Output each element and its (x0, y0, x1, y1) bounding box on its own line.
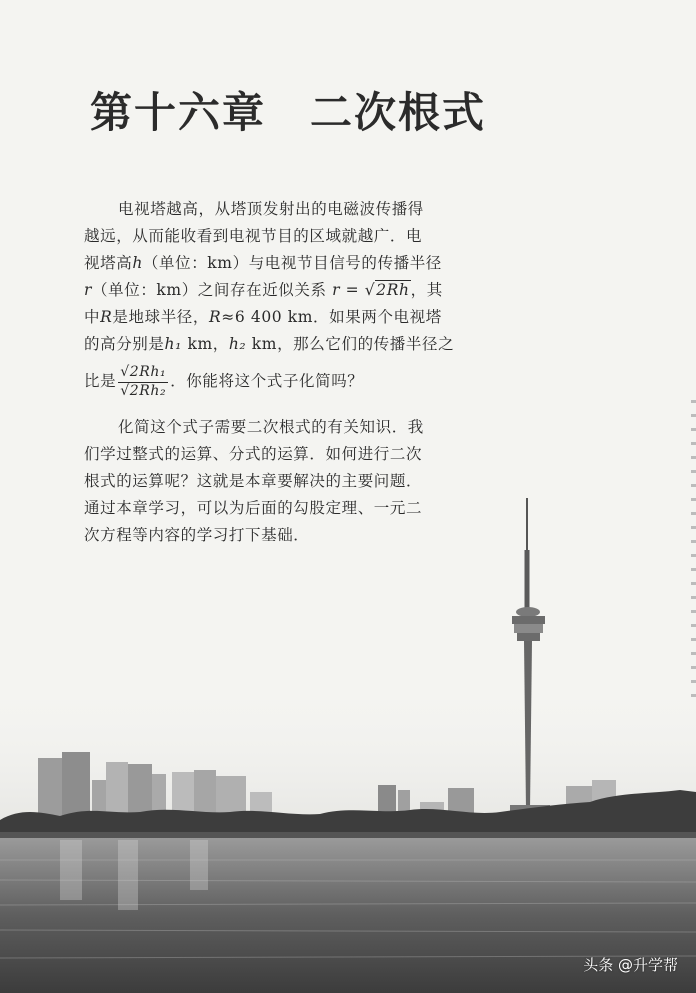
chapter-title: 第十六章 二次根式 (90, 88, 487, 137)
p2-line-2: 们学过整式的运算、分式的运算．如何进行二次 (84, 445, 423, 463)
p1-line-6b: km， (181, 335, 229, 353)
fraction-denominator: √2Rh₂ (120, 382, 167, 399)
p1-line-5b: 是地球半径， (112, 308, 209, 326)
p2-line-4: 通过本章学习，可以为后面的勾股定理、一元二 (84, 499, 423, 517)
p1-line-7a: 比是 (84, 372, 117, 390)
p1-line-3b: （单位：km）与电视节目信号的传播半径 (142, 254, 442, 272)
p1-line-5a: 中 (84, 308, 101, 326)
p1-line-3a: 视塔高 (84, 254, 133, 272)
p1-line-2: 越远，从而能收看到电视节目的区域就越广．电 (84, 227, 423, 245)
p2-line-5: 次方程等内容的学习打下基础． (84, 526, 310, 544)
p1-line-6a: 的高分别是 (84, 335, 165, 353)
p1-line-4b: （单位：km）之间存在近似关系 (92, 281, 327, 299)
eq-radicand: 2Rh (376, 281, 410, 299)
p1-line-1: 电视塔越高，从塔顶发射出的电磁波传播得 (118, 200, 424, 218)
p1-line-5c: ≈6 400 km．如果两个电视塔 (221, 308, 442, 326)
ratio-fraction (118, 365, 168, 399)
eq-equals-radical: = √ (340, 281, 376, 299)
intro-paragraph-1 (84, 196, 499, 404)
eq-r: r (332, 281, 341, 299)
variable-h2: h₂ (228, 335, 247, 353)
p1-line-6c: km，那么它们的传播半径之 (246, 335, 455, 353)
fraction-numerator: √2Rh₁ (118, 365, 168, 382)
variable-h1: h₁ (164, 335, 182, 353)
variable-r: r (84, 281, 93, 299)
page-edge-marks (691, 400, 696, 700)
equation-r-sqrt (332, 280, 410, 299)
variable-R-2: R (209, 308, 222, 326)
variable-h: h (132, 254, 143, 272)
tv-tower-lake-photo (0, 480, 696, 993)
watermark-text: 头条 @升学帮 (583, 956, 678, 974)
p2-line-1: 化简这个式子需要二次根式的有关知识．我 (118, 418, 424, 436)
variable-R: R (100, 308, 113, 326)
p1-line-4c: ，其 (410, 281, 443, 299)
p2-line-3: 根式的运算呢？这就是本章要解决的主要问题． (84, 472, 423, 490)
p1-line-7b: ．你能将这个式子化简吗？ (170, 372, 364, 390)
